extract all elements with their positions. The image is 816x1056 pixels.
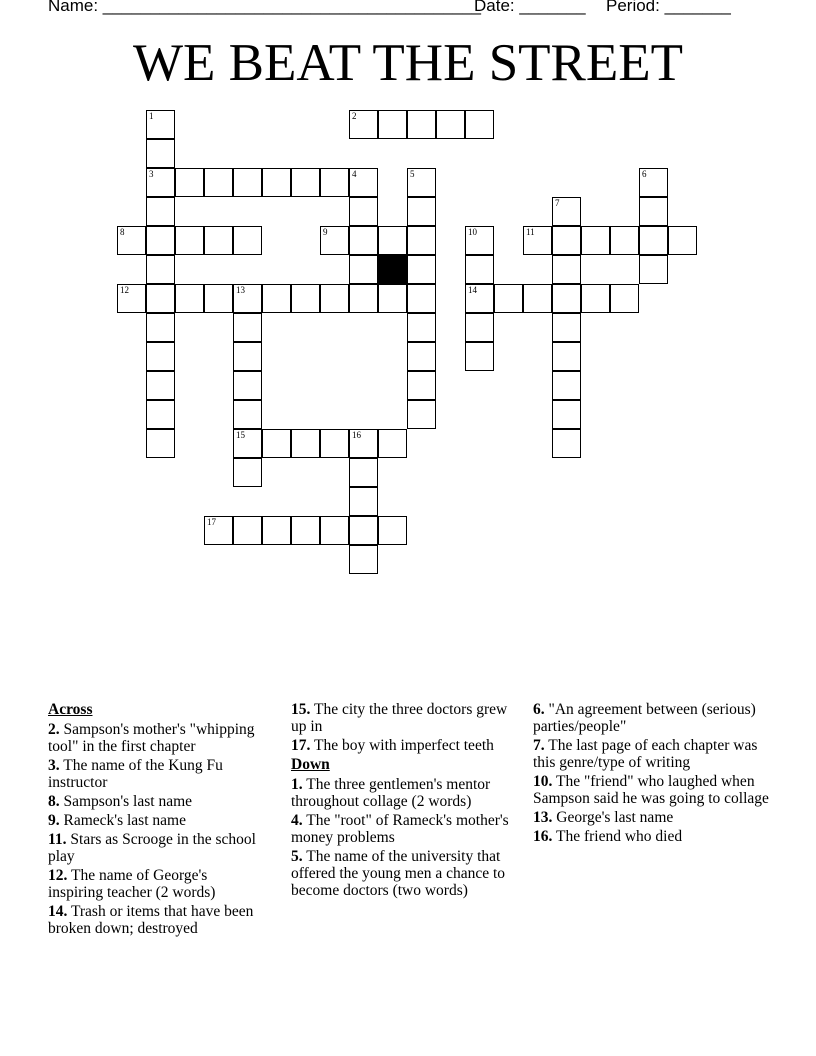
down-clue-list <box>291 776 509 899</box>
clue-item <box>48 721 266 755</box>
crossword-cell[interactable] <box>523 226 552 255</box>
crossword-cell[interactable] <box>233 371 262 400</box>
crossword-cell[interactable] <box>407 226 436 255</box>
clue-number: 7 <box>555 198 560 208</box>
crossword-cell[interactable] <box>581 226 610 255</box>
clue-text: The friend who died <box>552 828 683 845</box>
clue-number: 9 <box>323 227 328 237</box>
clue-number: 4 <box>352 169 357 179</box>
crossword-cell[interactable] <box>233 400 262 429</box>
clue-item <box>533 828 778 845</box>
crossword-cell[interactable] <box>349 110 378 139</box>
clue-number: 3 <box>149 169 154 179</box>
crossword-cell[interactable] <box>349 487 378 516</box>
clue-number-label: 11. <box>48 831 67 848</box>
clues-column-2 <box>291 701 509 901</box>
crossword-cell[interactable] <box>320 429 349 458</box>
crossword-cell[interactable] <box>552 284 581 313</box>
clue-number-label: 9. <box>48 812 60 829</box>
crossword-cell[interactable] <box>291 516 320 545</box>
crossword-cell[interactable] <box>378 110 407 139</box>
crossword-cell[interactable] <box>465 313 494 342</box>
clue-text: Sampson's last name <box>59 793 193 810</box>
crossword-cell[interactable] <box>146 400 175 429</box>
crossword-cell[interactable] <box>291 168 320 197</box>
crossword-cell[interactable] <box>465 226 494 255</box>
clue-number-label: 14. <box>48 903 68 920</box>
crossword-cell[interactable] <box>262 429 291 458</box>
crossword-cell[interactable] <box>407 284 436 313</box>
clues-section <box>48 701 778 961</box>
crossword-cell[interactable] <box>552 255 581 284</box>
crossword-cell[interactable] <box>407 313 436 342</box>
page-title: WE BEAT THE STREET <box>132 34 684 92</box>
clue-number: 16 <box>352 430 361 440</box>
crossword-cell[interactable] <box>407 255 436 284</box>
crossword-cell[interactable] <box>320 168 349 197</box>
clue-number-label: 7. <box>533 737 545 754</box>
period-field-label: Period: _______ <box>606 0 731 15</box>
clue-number: 5 <box>410 169 415 179</box>
clue-number: 2 <box>352 111 357 121</box>
clue-item <box>291 737 509 754</box>
crossword-cell[interactable] <box>378 429 407 458</box>
clue-number-label: 17. <box>291 737 311 754</box>
crossword-cell[interactable] <box>146 226 175 255</box>
crossword-cell[interactable] <box>233 516 262 545</box>
clue-item <box>48 831 266 865</box>
clue-item <box>48 903 266 937</box>
crossword-cell[interactable] <box>378 226 407 255</box>
crossword-cell[interactable] <box>639 226 668 255</box>
clue-item <box>533 773 778 807</box>
crossword-cell[interactable] <box>494 284 523 313</box>
clue-number-label: 8. <box>48 793 60 810</box>
crossword-cell[interactable] <box>552 429 581 458</box>
crossword-cell[interactable] <box>465 255 494 284</box>
crossword-cell[interactable] <box>349 516 378 545</box>
crossword-cell[interactable] <box>262 284 291 313</box>
clue-number-label: 1. <box>291 776 303 793</box>
crossword-cell[interactable] <box>233 284 262 313</box>
clue-number: 11 <box>526 227 535 237</box>
crossword-cell[interactable] <box>204 284 233 313</box>
crossword-cell[interactable] <box>581 284 610 313</box>
crossword-cell[interactable] <box>436 110 465 139</box>
crossword-cell[interactable] <box>668 226 697 255</box>
clue-item <box>48 867 266 901</box>
clue-number: 13 <box>236 285 245 295</box>
clue-number: 8 <box>120 227 125 237</box>
clue-item <box>291 812 509 846</box>
crossword-cell[interactable] <box>349 545 378 574</box>
date-field-label: Date: _______ <box>474 0 586 15</box>
crossword-cell[interactable] <box>320 284 349 313</box>
across-heading: Across <box>48 701 93 718</box>
clue-number: 12 <box>120 285 129 295</box>
crossword-cell[interactable] <box>175 168 204 197</box>
down-heading: Down <box>291 756 330 773</box>
crossword-cell[interactable] <box>233 168 262 197</box>
crossword-cell[interactable] <box>407 168 436 197</box>
clue-item <box>291 701 509 735</box>
clues-column-1 <box>48 701 266 939</box>
across-clue-list <box>48 721 266 937</box>
crossword-cell[interactable] <box>349 429 378 458</box>
crossword-cell[interactable] <box>407 371 436 400</box>
clue-number-label: 5. <box>291 848 303 865</box>
crossword-cell[interactable] <box>146 168 175 197</box>
crossword-cell[interactable] <box>639 168 668 197</box>
clue-number-label: 6. <box>533 701 545 718</box>
crossword-cell[interactable] <box>639 197 668 226</box>
clue-item <box>533 809 778 826</box>
crossword-cell[interactable] <box>233 342 262 371</box>
crossword-cell[interactable] <box>175 284 204 313</box>
crossword-black-cell <box>378 255 407 284</box>
crossword-cell[interactable] <box>233 313 262 342</box>
crossword-cell[interactable] <box>407 342 436 371</box>
crossword-cell[interactable] <box>610 226 639 255</box>
clue-text: The name of the Kung Fu instructor <box>48 757 223 791</box>
clue-number-label: 12. <box>48 867 68 884</box>
crossword-cell[interactable] <box>146 313 175 342</box>
crossword-cell[interactable] <box>175 226 204 255</box>
crossword-cell[interactable] <box>349 168 378 197</box>
crossword-cell[interactable] <box>204 226 233 255</box>
clue-number-label: 13. <box>533 809 553 826</box>
across-clue-list-continued <box>291 701 509 754</box>
clue-text: The city the three doctors grew up in <box>291 701 508 735</box>
crossword-cell[interactable] <box>146 342 175 371</box>
crossword-cell[interactable] <box>146 197 175 226</box>
crossword-cell[interactable] <box>610 284 639 313</box>
clue-number: 15 <box>236 430 245 440</box>
name-field-label: Name: ________________________________________ <box>48 0 481 15</box>
crossword-cell[interactable] <box>552 313 581 342</box>
crossword-cell[interactable] <box>552 371 581 400</box>
clue-text: Trash or items that have been broken down; destroyed <box>48 903 254 937</box>
crossword-cell[interactable] <box>146 429 175 458</box>
clues-column-3 <box>533 701 778 847</box>
crossword-cell[interactable] <box>465 342 494 371</box>
crossword-cell[interactable] <box>233 429 262 458</box>
crossword-cell[interactable] <box>146 110 175 139</box>
clue-item <box>533 701 778 735</box>
crossword-cell[interactable] <box>262 516 291 545</box>
crossword-cell[interactable] <box>407 197 436 226</box>
clue-item <box>533 737 778 771</box>
clue-item <box>48 812 266 829</box>
clue-text: George's last name <box>552 809 674 826</box>
clue-number-label: 2. <box>48 721 60 738</box>
clue-item <box>48 793 266 810</box>
crossword-cell[interactable] <box>465 110 494 139</box>
clue-text: The name of the university that offered the young men a chance to become doctors (two words) <box>291 848 506 899</box>
crossword-cell[interactable] <box>349 197 378 226</box>
clue-number-label: 10. <box>533 773 553 790</box>
crossword-cell[interactable] <box>233 458 262 487</box>
crossword-cell[interactable] <box>552 197 581 226</box>
crossword-cell[interactable] <box>465 284 494 313</box>
crossword-cell[interactable] <box>407 400 436 429</box>
crossword-cell[interactable] <box>349 284 378 313</box>
crossword-cell[interactable] <box>639 255 668 284</box>
clue-text: "An agreement between (serious) parties/people" <box>533 701 756 735</box>
crossword-cell[interactable] <box>291 429 320 458</box>
clue-text: Stars as Scrooge in the school play <box>48 831 256 865</box>
crossword-cell[interactable] <box>117 226 146 255</box>
crossword-cell[interactable] <box>349 226 378 255</box>
crossword-cell[interactable] <box>523 284 552 313</box>
crossword-cell[interactable] <box>204 168 233 197</box>
crossword-cell[interactable] <box>146 255 175 284</box>
crossword-cell[interactable] <box>378 284 407 313</box>
clue-number-label: 15. <box>291 701 311 718</box>
clue-number: 10 <box>468 227 477 237</box>
crossword-cell[interactable] <box>146 284 175 313</box>
clue-number: 6 <box>642 169 647 179</box>
crossword-cell[interactable] <box>552 226 581 255</box>
crossword-cell[interactable] <box>233 226 262 255</box>
clue-text: The name of George's inspiring teacher (2 words) <box>48 867 216 901</box>
crossword-cell[interactable] <box>262 168 291 197</box>
crossword-cell[interactable] <box>146 371 175 400</box>
clue-number: 17 <box>207 517 216 527</box>
clue-text: The "root" of Rameck's mother's money problems <box>291 812 509 846</box>
crossword-cell[interactable] <box>407 110 436 139</box>
crossword-cell[interactable] <box>320 226 349 255</box>
clue-item <box>291 776 509 810</box>
clue-item <box>48 757 266 791</box>
crossword-cell[interactable] <box>349 458 378 487</box>
crossword-cell[interactable] <box>291 284 320 313</box>
clue-number: 1 <box>149 111 154 121</box>
clue-text: The "friend" who laughed when Sampson said he was going to collage <box>533 773 769 807</box>
crossword-cell[interactable] <box>349 255 378 284</box>
clue-text: Rameck's last name <box>59 812 186 829</box>
clue-number-label: 4. <box>291 812 303 829</box>
crossword-cell[interactable] <box>204 516 233 545</box>
clue-text: The three gentlemen's mentor throughout collage (2 words) <box>291 776 491 810</box>
clue-text: The boy with imperfect teeth <box>310 737 494 754</box>
clue-item <box>291 848 509 899</box>
clue-number-label: 3. <box>48 757 60 774</box>
clue-text: The last page of each chapter was this genre/type of writing <box>533 737 758 771</box>
crossword-cell[interactable] <box>320 516 349 545</box>
clue-number-label: 16. <box>533 828 553 845</box>
down-clue-list-continued <box>533 701 778 845</box>
crossword-cell[interactable] <box>378 516 407 545</box>
clue-number: 14 <box>468 285 477 295</box>
crossword-cell[interactable] <box>117 284 146 313</box>
crossword-cell[interactable] <box>146 139 175 168</box>
crossword-cell[interactable] <box>552 342 581 371</box>
crossword-cell[interactable] <box>552 400 581 429</box>
clue-text: Sampson's mother's "whipping tool" in the first chapter <box>48 721 255 755</box>
